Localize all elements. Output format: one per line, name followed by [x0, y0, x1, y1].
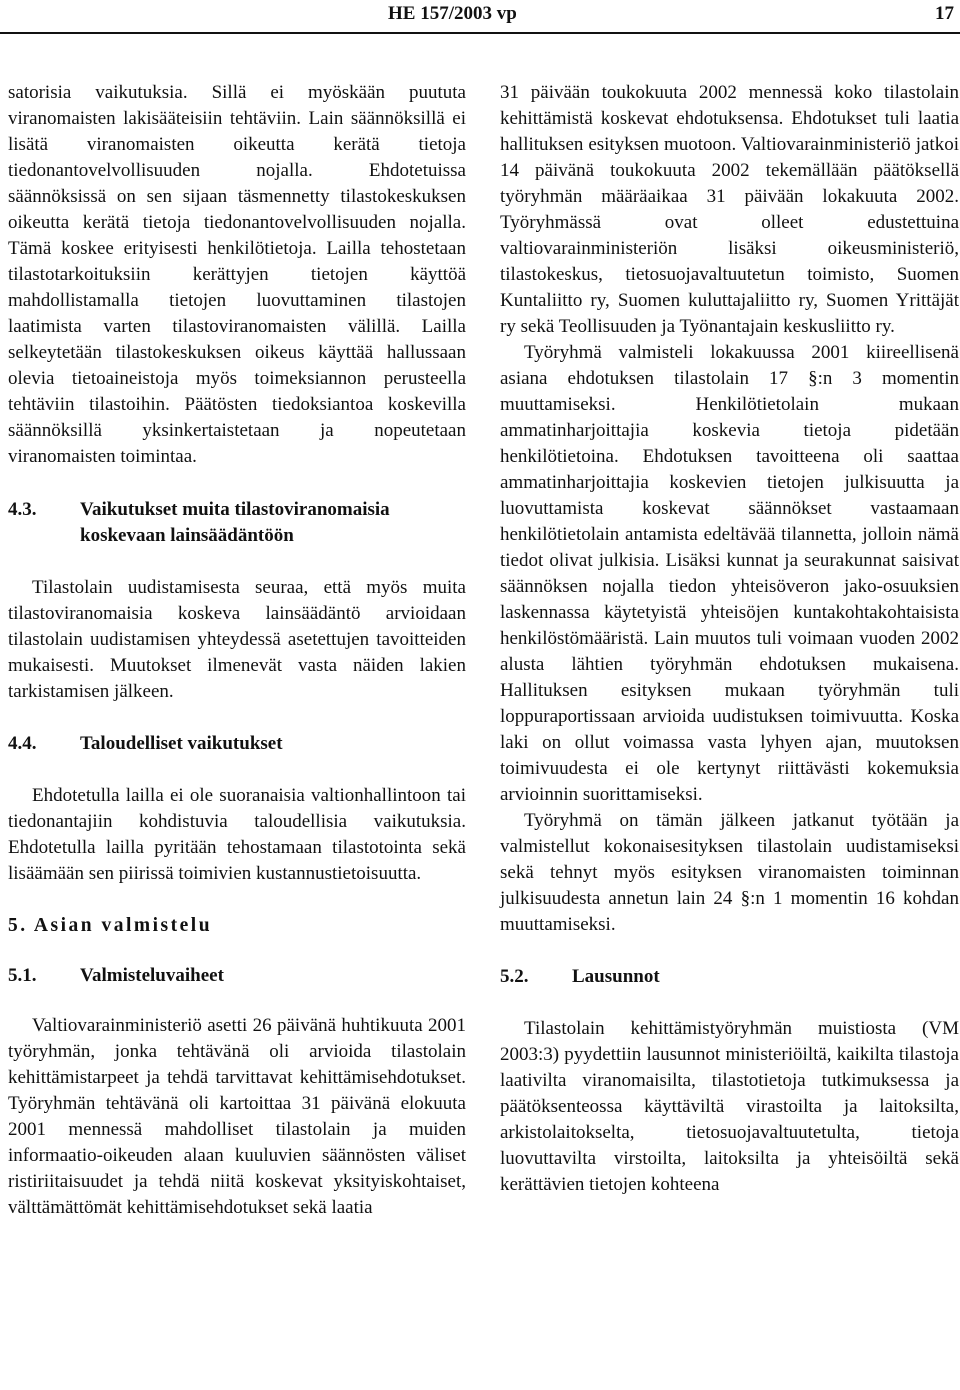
heading-4-4-number: 4.4.	[8, 733, 37, 754]
left-paragraph-2: Tilastolain uudistamisesta seuraa, että myös muita tilastoviranomaisia koskeva lainsäädäntö arvioidaan tilastolain uudistamisen yhteydessä asetettujen tavoitteiden mukaisesti. Muutokset ilmenevät vasta näiden lakien tarkistamisen jälkeen.	[8, 577, 466, 702]
header-rule	[0, 32, 960, 34]
heading-5-1-title: Valmisteluvaiheet	[80, 965, 224, 986]
left-paragraph-4: Valtiovarainministeriö asetti 26 päivänä huhtikuuta 2001 työryhmän, jonka tehtävänä oli arvioida tilastolain kehittämistarpeet ja tehdä tarvittavat kehittämisehdotukset. Työryhmän tehtävänä oli kartoittaa 31 päivänä elokuuta 2001 mennessä mahdolliset tilastolain ja muiden informaatio-oikeuden alaan kuuluvien säännösten väliset ristiriitaisuudet ja tehdä niitä koskevat yksityiskohtaiset, välttämättömät kehittämisehdotukset sekä laatia	[8, 1015, 466, 1218]
right-paragraph-1: 31 päivään toukokuuta 2002 mennessä koko tilastolain kehittämistä koskevat ehdotuksensa. Ehdotukset tuli laatia hallituksen esityksen muotoon. Valtiovarainministeriö jatkoi 14 päivänä toukokuuta 2002 tekemällään päätöksellä työryhmän määräaikaa 31 päivään lokakuuta 2002. Työryhmässä ovat olleet edustettuina valtiovarainministeriön lisäksi oikeusministeriö, tilastokeskus, tietosuojavaltuutetun toimisto, Suomen Kuntaliitto ry, Suomen kuluttajaliitto ry, Suomen Yrittäjät ry sekä Teollisuuden ja Työnantajain keskusliitto ry.	[500, 82, 959, 337]
page-header	[0, 2, 960, 30]
heading-4-4	[8, 731, 466, 757]
right-paragraph-4: Tilastolain kehittämistyöryhmän muistiosta (VM 2003:3) pyydettiin lausunnot ministeriöiltä, kaikilta tilastoja laativilta viranomaisilta, tilastotietoja tutkimuksessa ja päätöksenteossa käyttäviltä virastoilta ja laitoksilta, arkistolaitokselta, tietosuojavaltuutetulta, tietoja luovuttavilta virstoilta, laitoksilta ja yhteisöiltä sekä kerättävien tietojen kohteena	[500, 1018, 959, 1195]
left-paragraph-1: satorisia vaikutuksia. Sillä ei myöskään puututa viranomaisten lakisääteisiin tehtäviin. Lain säännöksillä ei lisätä viranomaisten oikeutta kerätä tietoja tiedonantovelvollisuuden nojalla. Ehdotetuissa säännöksissä on sen sijaan täsmennetty tilastokeskuksen oikeutta kerätä tietoja tiedonantovelvollisuuden nojalla. Tämä koskee erityisesti henkilötietoja. Lailla tehostetaan tilastotarkoituksiin kerättyjen tietojen käyttöä mahdollistamalla tietojen luovuttaminen tilastojen laatimista varten tilastoviranomaisten välillä. Lailla selkeytetään tilastokeskuksen oikeus käyttää hallussaan olevia tietoaineistoja myös toimeksiannon perusteella tehtäviin tilastoihin. Päätösten tiedoksiantoa koskevilla säännöksillä yksinkertaistetaan ja nopeutetaan viranomaisten toimintaa.	[8, 82, 466, 467]
left-paragraph-3: Ehdotetulla lailla ei ole suoranaisia valtionhallintoon tai tiedonantajiin kohdistuvia taloudellisia vaikutuksia. Ehdotetulla lailla pyritään tehostamaan tilastotointa sekä lisäämään sen piirissä toimivien kustannustietoisuutta.	[8, 785, 466, 884]
left-column	[8, 80, 466, 1221]
right-paragraph-3: Työryhmä on tämän jälkeen jatkanut työtään ja valmistellut kokonaisesityksen tilastolain uudistamiseksi sekä tehnyt myös esityksen viranomaisten toiminnan julkisuudesta annetun lain 24 §:n 1 momentin 16 kohdan muuttamiseksi.	[500, 810, 959, 935]
heading-5-2-number: 5.2.	[500, 966, 529, 987]
heading-5: 5. Asian valmistelu	[8, 915, 213, 936]
heading-4-3-title: Vaikutukset muita tilastoviranomaisia koskevaan lainsäädäntöön	[80, 499, 390, 546]
right-paragraph-2: Työryhmä valmisteli lokakuussa 2001 kiireellisenä asiana ehdotuksen tilastolain 17 §:n 3 momentin muuttamiseksi. Henkilötietolain mukaan ammatinharjoittajia koskevia tietoja pidetään henkilötietoina. Ehdotuksen tavoitteena oli saattaa ammatinharjoittajia koskevien tietojen julkisuutta ja luovuttamista koskevat säännökset vastaamaan henkilötietolain antamista edeltävää tilannetta, jolloin nämä tiedot olivat julkisia. Lisäksi kunnat ja seurakunnat saisivat säännöksen nojalla tiedon yhteisöveron jako-osuuksien laskennassa käytetyistä yhteisöjen kuntakohtakohtaisista henkilöstömääristä. Lain muutos tuli voimaan vuoden 2002 alusta lähtien työryhmän ehdotuksen mukaisena. Hallituksen esityksen mukaan työryhmän tuli loppuraportissaan arvioida uudistuksen toimivuutta. Koska laki on ollut voimassa vasta lyhyen ajan, muutoksen toimivuudesta ei ole kertynyt riittävästi kokemuksia arvioinnin suorittamiseksi.	[500, 342, 959, 805]
document-id: HE 157/2003 vp	[388, 3, 517, 24]
right-column	[500, 80, 959, 1198]
heading-5-2	[500, 964, 959, 990]
heading-4-3	[8, 497, 466, 549]
heading-4-4-title: Taloudelliset vaikutukset	[80, 733, 283, 754]
page-number: 17	[935, 3, 954, 24]
heading-5-1	[8, 963, 466, 989]
heading-4-3-number: 4.3.	[8, 499, 37, 520]
heading-5-1-number: 5.1.	[8, 965, 37, 986]
heading-5-2-title: Lausunnot	[572, 966, 660, 987]
